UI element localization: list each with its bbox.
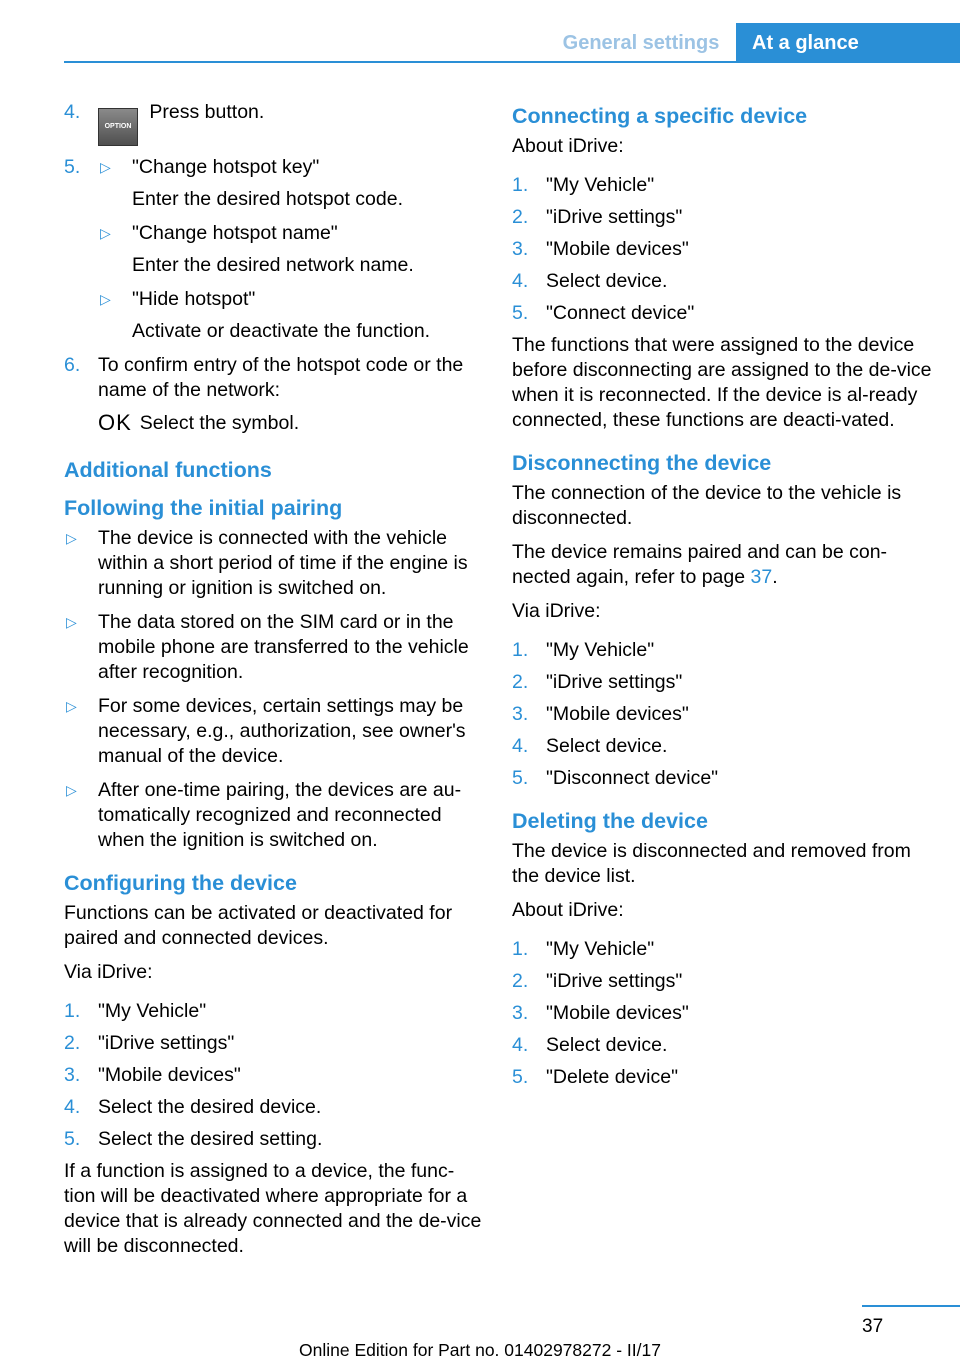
triangle-bullet-icon: ▷ <box>66 698 77 714</box>
heading-initial-pairing: Following the initial pairing <box>64 496 343 520</box>
step-number: 3. <box>512 1002 529 1024</box>
list-item <box>512 301 932 326</box>
disconnecting-p2-end: . <box>772 566 778 588</box>
left-column <box>64 100 484 1268</box>
step-text: "My Vehicle" <box>546 174 655 196</box>
list-item <box>512 1065 932 1090</box>
bullet-item <box>64 694 484 769</box>
configuring-note: If a function is assigned to a device, the func-tion will be deactivated where appropriate for a device that is already connected and the de-vice will be disconnected. <box>64 1160 482 1257</box>
list-item <box>64 1063 484 1088</box>
step-text: "iDrive settings" <box>98 1032 235 1054</box>
bullet-desc: Enter the desired network name. <box>132 254 414 276</box>
bullet-item <box>64 778 484 853</box>
list-item <box>512 173 932 198</box>
step-number: 1. <box>512 174 529 196</box>
connecting-about: About iDrive: <box>512 135 624 157</box>
step-number: 5. <box>64 156 81 178</box>
step-6 <box>64 353 484 436</box>
step-number: 3. <box>512 703 529 725</box>
step-number: 1. <box>64 1000 81 1022</box>
bullet-desc: Activate or deactivate the function. <box>132 320 431 342</box>
configuring-steps <box>64 999 484 1152</box>
list-item <box>512 269 932 294</box>
bullet-title: "Change hotspot name" <box>132 222 338 244</box>
list-item <box>512 638 932 663</box>
step-text: "My Vehicle" <box>98 1000 207 1022</box>
disconnecting-p2-text: The device remains paired and can be con-nected again, refer to page <box>512 541 888 588</box>
step-text: Select device. <box>546 270 668 292</box>
step-text: "Mobile devices" <box>546 238 689 260</box>
list-item <box>64 1031 484 1056</box>
step-number: 4. <box>64 101 81 123</box>
step-number: 4. <box>512 735 529 757</box>
ok-symbol-icon: OK <box>98 410 132 435</box>
heading-disconnecting: Disconnecting the device <box>512 451 772 475</box>
step-number: 4. <box>64 1096 81 1118</box>
triangle-bullet-icon: ▷ <box>66 614 77 630</box>
list-item <box>512 1033 932 1058</box>
step-number: 1. <box>512 639 529 661</box>
step-text: "Disconnect device" <box>546 767 719 789</box>
step-text: "Mobile devices" <box>546 703 689 725</box>
bullet-title: "Change hotspot key" <box>132 156 320 178</box>
heading-deleting: Deleting the device <box>512 809 708 833</box>
list-item <box>512 702 932 727</box>
deleting-steps <box>512 937 932 1090</box>
footer-divider <box>862 1305 960 1307</box>
step-text: "My Vehicle" <box>546 639 655 661</box>
step-text: Press button. <box>149 101 265 123</box>
page-reference-link[interactable]: 37 <box>750 566 773 588</box>
step-number: 5. <box>512 767 529 789</box>
list-item <box>512 937 932 962</box>
step-text: "Delete device" <box>546 1066 678 1088</box>
step-sub <box>98 410 484 436</box>
step-number: 5. <box>512 302 529 324</box>
step-number: 4. <box>512 270 529 292</box>
bullet-desc: Enter the desired hotspot code. <box>132 188 404 210</box>
step-5 <box>64 155 484 344</box>
step-number: 4. <box>512 1034 529 1056</box>
step-text: Select the desired setting. <box>98 1128 323 1150</box>
triangle-bullet-icon: ▷ <box>66 530 77 546</box>
list-item <box>512 1001 932 1026</box>
page-number: 37 <box>862 1316 884 1337</box>
connecting-note: The functions that were assigned to the device before disconnecting are assigned to the de-vice when it is reconnected. If the device is al-ready connected, these functions are deacti-vated. <box>512 334 932 431</box>
configuring-intro: Functions can be activated or deactivated for paired and connected devices. <box>64 902 453 949</box>
step-number: 2. <box>512 970 529 992</box>
step-text: "My Vehicle" <box>546 938 655 960</box>
bullet-item <box>98 221 484 278</box>
list-item <box>512 766 932 791</box>
edition-text: Online Edition for Part no. 01402978272 - II/17 <box>299 1340 661 1360</box>
list-item <box>64 1095 484 1120</box>
disconnecting-steps <box>512 638 932 791</box>
list-item <box>512 734 932 759</box>
triangle-bullet-icon: ▷ <box>66 782 77 798</box>
step-number: 2. <box>512 671 529 693</box>
bullet-item <box>64 610 484 685</box>
step-text: Select device. <box>546 1034 668 1056</box>
triangle-bullet-icon: ▷ <box>100 225 111 241</box>
disconnecting-via: Via iDrive: <box>512 600 601 622</box>
deleting-about: About iDrive: <box>512 899 624 921</box>
bullet-text: The device is connected with the vehicle within a short period of time if the engine is running or ignition is switched on. <box>98 527 468 599</box>
heading-configuring: Configuring the device <box>64 871 297 895</box>
disconnecting-p2 <box>512 540 932 590</box>
step-text: "Mobile devices" <box>546 1002 689 1024</box>
heading-additional-functions: Additional functions <box>64 458 272 482</box>
list-item <box>512 205 932 230</box>
bullet-title: "Hide hotspot" <box>132 288 256 310</box>
step-number: 6. <box>64 354 81 376</box>
step-text: "iDrive settings" <box>546 970 683 992</box>
deleting-p1: The device is disconnected and removed from the device list. <box>512 840 911 887</box>
list-item <box>512 670 932 695</box>
disconnecting-p1: The connection of the device to the vehicle is disconnected. <box>512 482 902 529</box>
bullet-text: The data stored on the SIM card or in the mobile phone are transferred to the vehicle after recognition. <box>98 611 469 683</box>
header-chapter-tab[interactable]: At a glance <box>736 23 960 61</box>
step-number: 3. <box>512 238 529 260</box>
initial-pairing-list <box>64 526 484 853</box>
list-item <box>512 969 932 994</box>
step-text: "iDrive settings" <box>546 671 683 693</box>
triangle-bullet-icon: ▷ <box>100 291 111 307</box>
step-sub-text: Select the symbol. <box>139 412 300 434</box>
step-text: "Mobile devices" <box>98 1064 241 1086</box>
step-number: 2. <box>512 206 529 228</box>
step-number: 1. <box>512 938 529 960</box>
bullet-text: For some devices, certain settings may be necessary, e.g., authorization, see owner's manual of the device. <box>98 695 466 767</box>
step-text: Select the desired device. <box>98 1096 322 1118</box>
right-column <box>512 102 932 1097</box>
header-section-tab[interactable]: General settings <box>562 32 720 54</box>
step-4 <box>64 100 484 146</box>
bullet-item <box>64 526 484 601</box>
step-text: To confirm entry of the hotspot code or the name of the network: <box>98 354 464 401</box>
step-number: 3. <box>64 1064 81 1086</box>
list-item <box>64 1127 484 1152</box>
bullet-item <box>98 287 484 344</box>
step-text: "Connect device" <box>546 302 695 324</box>
header-divider <box>64 61 960 63</box>
option-button-icon: OPTION <box>98 108 138 146</box>
list-item <box>64 999 484 1024</box>
heading-connecting: Connecting a specific device <box>512 104 808 128</box>
step-text: Select device. <box>546 735 668 757</box>
connecting-steps <box>512 173 932 326</box>
step-text: "iDrive settings" <box>546 206 683 228</box>
bullet-item <box>98 155 484 212</box>
triangle-bullet-icon: ▷ <box>100 159 111 175</box>
step-number: 2. <box>64 1032 81 1054</box>
bullet-text: After one-time pairing, the devices are au-tomatically recognized and reconnected when the ignition is switched on. <box>98 779 462 851</box>
step-number: 5. <box>64 1128 81 1150</box>
configuring-via: Via iDrive: <box>64 961 153 983</box>
list-item <box>512 237 932 262</box>
step-number: 5. <box>512 1066 529 1088</box>
